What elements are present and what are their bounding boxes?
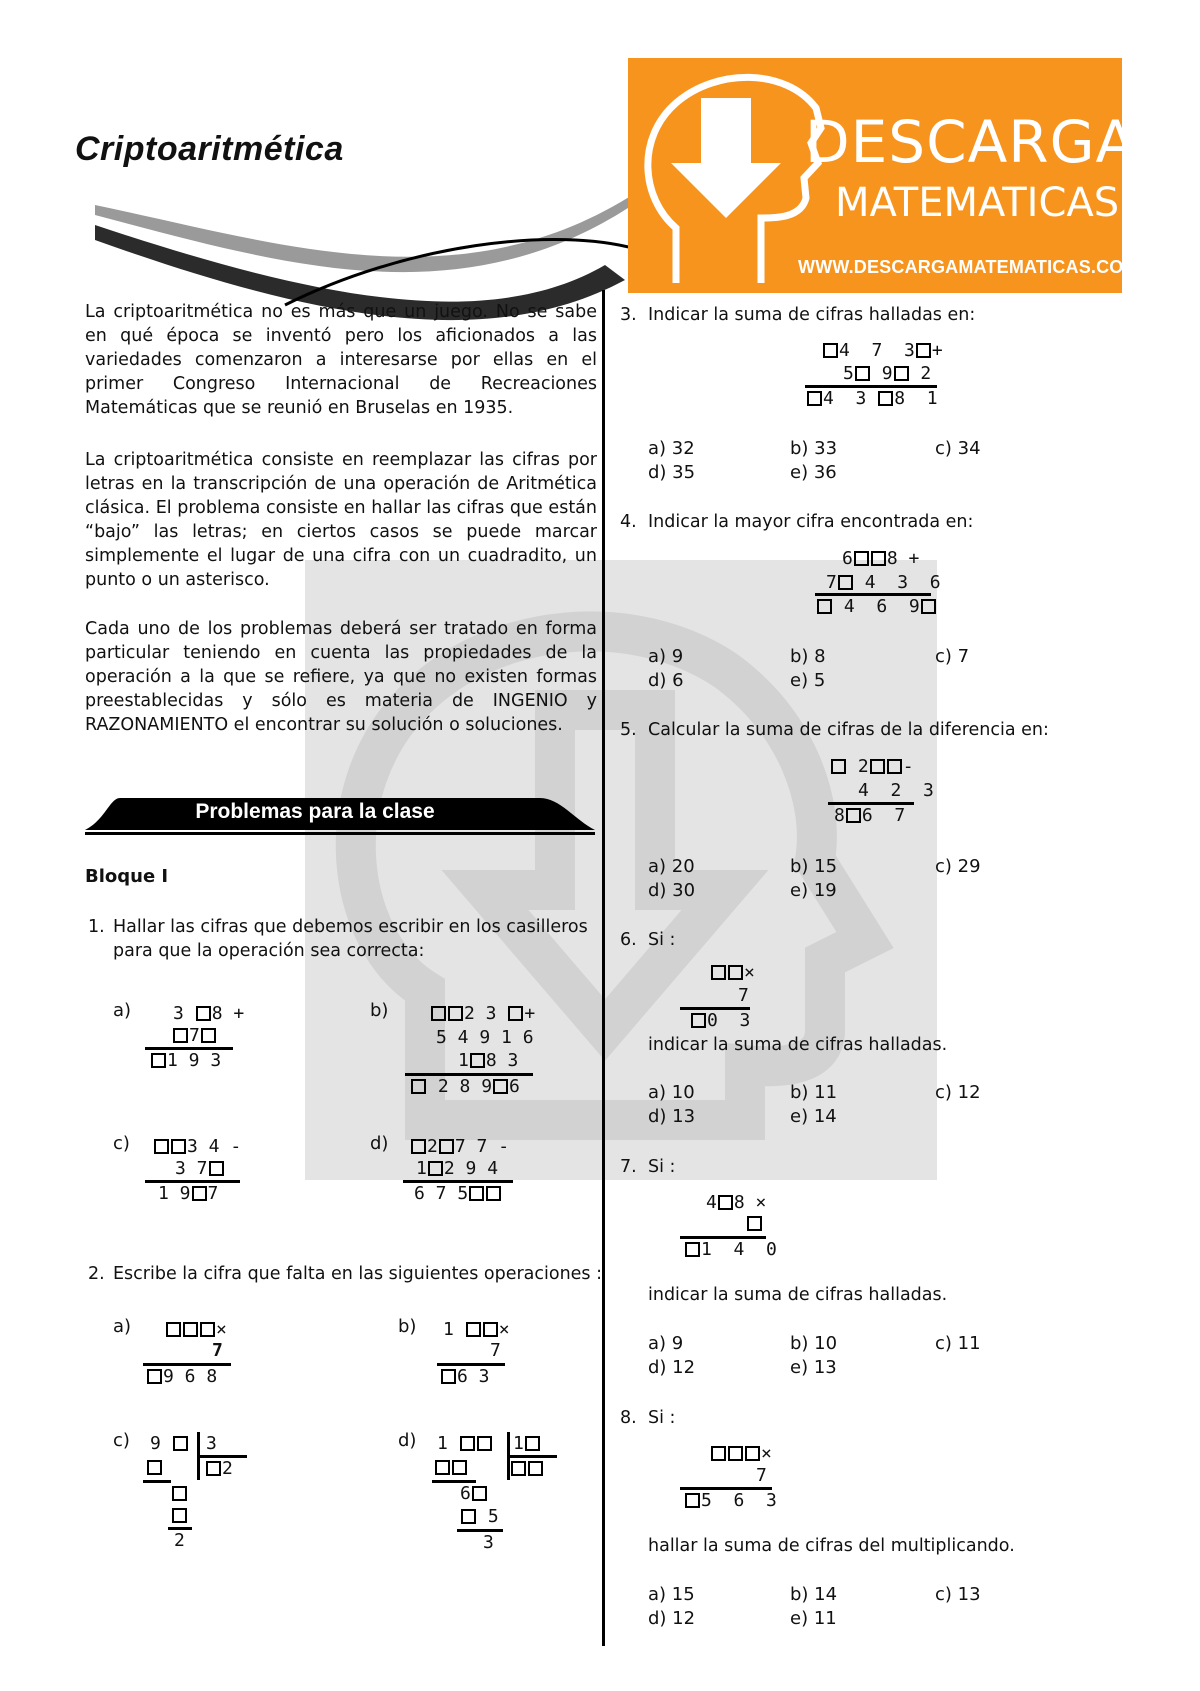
p5-option-d[interactable]: d) 30 [648,880,696,901]
p7-option-b[interactable]: b) 10 [790,1333,838,1354]
p6-op-row3: 0 3 [690,1010,750,1032]
p1d-op-row2: 1 2 9 4 [416,1158,499,1179]
p1a-op-row3: 1 9 3 [150,1050,221,1072]
p1b-op-row3: 1 8 3 [458,1050,519,1071]
problem-8-number: 8. [620,1408,637,1428]
problem-2-number: 2. [88,1264,105,1284]
p5-option-a[interactable]: a) 20 [648,856,695,877]
p2d-quotient [510,1458,544,1480]
problem-1-text-line2: para que la operación sea correcta: [113,941,425,961]
problem-1-number: 1. [88,917,105,937]
p4-option-b[interactable]: b) 8 [790,646,826,667]
p6-option-a[interactable]: a) 10 [648,1082,695,1103]
p8-op-row1: × [710,1443,772,1465]
p8-option-b[interactable]: b) 14 [790,1584,838,1605]
problem-8-after-text: hallar la suma de cifras del multiplicando. [648,1536,1015,1556]
problem-6-number: 6. [620,930,637,950]
p1b-op-row1: 2 3 + [430,1003,535,1025]
p1-label-d: d) [370,1133,389,1154]
p1c-op-row2: 3 7 [175,1158,225,1180]
p3-option-d[interactable]: d) 35 [648,462,696,483]
p6-option-d[interactable]: d) 13 [648,1106,696,1127]
p2c-quotient: 2 [205,1458,233,1480]
p5-op-row2: 4 2 3 [858,780,934,801]
p1-label-a: a) [113,1000,132,1021]
p2c-row2 [146,1457,163,1479]
p7-option-a[interactable]: a) 9 [648,1333,684,1354]
problem-6-text: Si : [648,930,676,950]
p5-op-row1: 2 - [830,756,914,778]
p4-option-a[interactable]: a) 9 [648,646,684,667]
intro-paragraph-1: La criptoaritmética no es más que un juego. No se sabe en qué época se inventó pero los aficionados a las variedades comenzaron a interesarse por ellas en el primer Congreso Internacional de Recreaciones Matemáticas que se reunió en Bruselas en 1935. [85,302,597,418]
p2c-row3 [171,1483,188,1505]
p2d-divisor: 1 [513,1433,541,1455]
section-banner-title: Problemas para la clase [195,800,435,823]
p2d-line2 [457,1529,503,1532]
p1-label-c: c) [113,1133,130,1154]
problem-8-text: Si : [648,1408,676,1428]
p1d-op-row1: 2 7 7 - [410,1136,509,1158]
p8-option-c[interactable]: c) 13 [935,1584,981,1605]
p1a-op-row1: 3 8 + [173,1003,245,1024]
p2a-op-row1: × [165,1319,227,1341]
p8-op-row2: 7 [756,1465,767,1486]
p6-op-row2: 7 [738,985,749,1006]
problem-7-number: 7. [620,1157,637,1177]
p1c-op-row3: 1 9 7 [158,1183,219,1204]
p8-op-row3: 5 6 3 [684,1490,777,1512]
p6-option-e[interactable]: e) 14 [790,1106,837,1127]
p4-option-c[interactable]: c) 7 [935,646,970,667]
p2d-op-row1: 1 [437,1433,493,1455]
p2d-row4: 5 [460,1506,499,1528]
p2b-op-row3: 6 3 [440,1366,490,1388]
p7-option-d[interactable]: d) 12 [648,1357,696,1378]
column-divider [602,290,605,1646]
p1b-op-row4: 2 8 9 6 [410,1076,520,1098]
problem-3-number: 3. [620,305,637,325]
block-heading: Bloque I [85,866,169,887]
problem-5-number: 5. [620,720,637,740]
p3-op-row3: 4 3 8 1 [806,388,938,410]
p2c-row4 [171,1505,188,1527]
p2a-op-row3: 9 6 8 [146,1366,217,1388]
problem-4-number: 4. [620,512,637,532]
logo-url: WWW.DESCARGAMATEMATICAS.COM [798,257,1139,277]
p7-option-e[interactable]: e) 13 [790,1357,837,1378]
p2-label-a: a) [113,1316,132,1337]
problem-2-text: Escribe la cifra que falta en las siguientes operaciones : [113,1264,603,1284]
p4-op-row2: 7 4 3 6 [826,572,941,593]
p2a-op-row2: 7 [212,1340,223,1361]
intro-paragraph-3: Cada uno de los problemas deberá ser tratado en forma particular teniendo en cuenta las propiedades de la operación a la que se refiere, ya que no existen formas preestablecidas y sólo es materia de INGENIO y RAZONAMIENTO el encontrar su solución o soluciones. [85,619,597,735]
p8-option-d[interactable]: d) 12 [648,1608,696,1629]
problem-7-text: Si : [648,1157,676,1177]
p2c-remainder: 2 [174,1530,185,1551]
p1c-op-row1: 3 4 - [153,1136,241,1158]
logo-line2: MATEMATICAS [835,180,1120,226]
p8-option-a[interactable]: a) 15 [648,1584,695,1605]
intro-paragraph-2: La criptoaritmética consiste en reemplazar las cifras por letras en la transcripción de una operación de Aritmética clásica. El problema consiste en hallar las cifras que están “bajo” las letras; en ciertos casos se puede marcar simplemente el lugar de una cifra con un cuadradito, un punto o un asterisco. [85,450,597,590]
p1a-op-row2: 7 [172,1025,217,1047]
p7-op-row1: 4 8 × [706,1192,767,1213]
problem-7-after-text: indicar la suma de cifras halladas. [648,1285,948,1305]
p3-option-b[interactable]: b) 33 [790,438,838,459]
p1b-op-row2: 5 4 9 1 6 [436,1027,534,1048]
p5-op-row3: 8 6 7 [834,805,906,826]
p2d-row2 [434,1457,468,1479]
p1d-op-row3: 6 7 5 [414,1183,502,1205]
p5-option-b[interactable]: b) 15 [790,856,838,877]
p7-option-c[interactable]: c) 11 [935,1333,981,1354]
p2b-op-row1: 1 × [443,1319,510,1340]
p2b-op-row2: 7 [490,1340,501,1361]
page-title: Criptoaritmética [75,130,344,168]
p4-option-d[interactable]: d) 6 [648,670,684,691]
p4-op-row3: 4 6 9 [816,596,937,618]
p7-op-row2 [746,1213,763,1235]
p2c-line1 [143,1480,171,1483]
logo-line1: DESCARGA [805,108,1137,176]
problem-4-text: Indicar la mayor cifra encontrada en: [648,512,974,532]
p3-option-e[interactable]: e) 36 [790,462,837,483]
p2d-remainder: 3 [483,1532,494,1553]
p4-op-row1: 6 8 + [842,548,920,569]
p2c-divisor: 3 [206,1433,217,1454]
p2-label-d: d) [398,1430,417,1451]
p6-option-b[interactable]: b) 11 [790,1082,838,1103]
p5-option-c[interactable]: c) 29 [935,856,981,877]
p2-label-c: c) [113,1430,130,1451]
p5-option-e[interactable]: e) 19 [790,880,837,901]
p6-op-row1: × [710,962,755,984]
p3-op-row2: 5 9 2 [843,363,932,384]
head-download-icon [636,68,826,288]
problem-1-text-line1: Hallar las cifras que debemos escribir en los casilleros [113,917,588,937]
p3-option-a[interactable]: a) 32 [648,438,695,459]
problem-5-text: Calcular la suma de cifras de la diferencia en: [648,720,1049,740]
p8-option-e[interactable]: e) 11 [790,1608,837,1629]
p2d-row3: 6 [460,1483,488,1505]
p7-op-row3: 1 4 0 [684,1239,777,1261]
problem-3-text: Indicar la suma de cifras halladas en: [648,305,976,325]
p2-label-b: b) [398,1316,417,1337]
p2c-op-row1: 9 [150,1433,189,1455]
p6-option-c[interactable]: c) 12 [935,1082,981,1103]
p4-option-e[interactable]: e) 5 [790,670,826,691]
problem-6-after-text: indicar la suma de cifras halladas. [648,1035,948,1055]
p3-option-c[interactable]: c) 34 [935,438,981,459]
p1-label-b: b) [370,1000,389,1021]
p3-op-row1: 4 7 3 + [822,340,943,362]
